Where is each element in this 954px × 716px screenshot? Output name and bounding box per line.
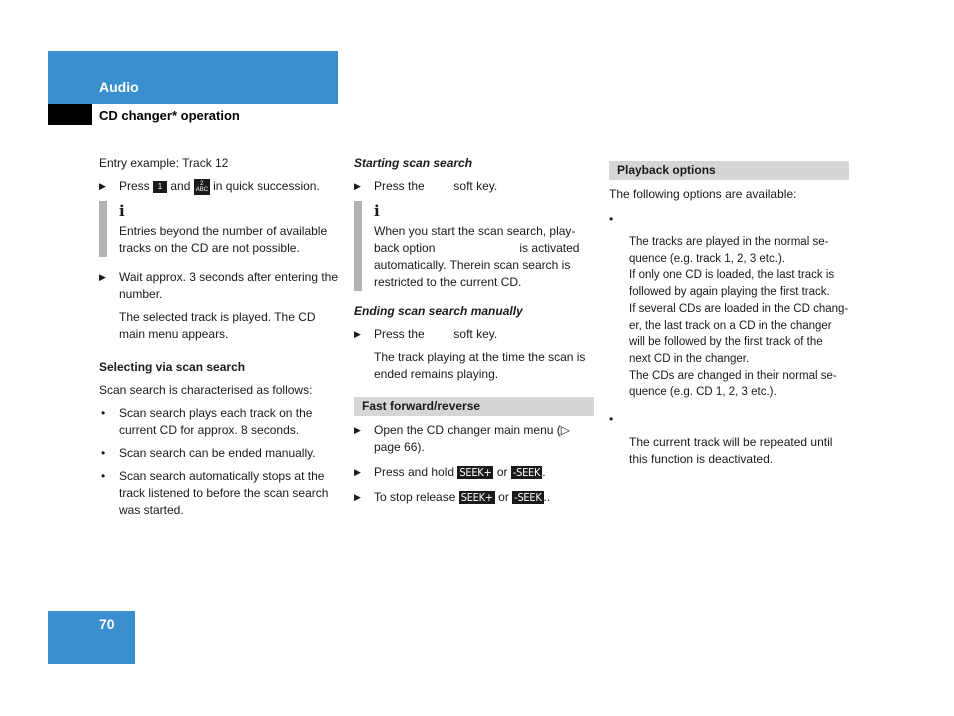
step-arrow-icon: ▶ bbox=[354, 329, 361, 339]
option-repeat-track: • bbox=[609, 412, 614, 427]
heading-start-scan: Starting scan search bbox=[354, 156, 473, 170]
step-arrow-icon: ▶ bbox=[99, 181, 106, 191]
option-description: The current track will be repeated until this function is deactivated. bbox=[629, 435, 833, 467]
step-end-scan: ▶ Press the soft key. bbox=[354, 327, 498, 341]
step-open-menu: ▶ Open the CD changer main menu (▷ page 66). bbox=[354, 423, 570, 454]
subsection-title: CD changer* operation bbox=[99, 108, 240, 123]
step-arrow-icon: ▶ bbox=[354, 181, 361, 191]
column-3 bbox=[609, 161, 849, 474]
note-text: When you start the scan search, play- back option is activated automatically. Therein scan search is restricted to the current CD. bbox=[374, 224, 580, 289]
step-press-hold-seek: ▶ Press and hold SEEK+ or -SEEK . bbox=[354, 465, 546, 480]
heading-end-scan: Ending scan search manually bbox=[354, 304, 523, 318]
note-text: Entries beyond the number of available tracks on the CD are not possible. bbox=[119, 224, 328, 255]
option-description: The tracks are played in the normal se- quence (e.g. track 1, 2, 3 etc.). If only one CD is loaded, the last track is followed by again playing the first track. If several CDs are loaded in the CD chang- er, the last track on a CD in the changer will be followed by the first track of the next CD in the changer. The CDs are changed in their normal se- quence (e.g. CD 1, 2, 3 etc.). bbox=[629, 236, 849, 399]
heading-playback-options: Playback options bbox=[609, 161, 849, 180]
page-number-box bbox=[48, 611, 135, 664]
step-arrow-icon: ▶ bbox=[99, 272, 106, 282]
heading-fast-forward: Fast forward/reverse bbox=[354, 397, 594, 416]
step-arrow-icon: ▶ bbox=[354, 492, 361, 502]
step-release-seek: ▶ To stop release SEEK+ or -SEEK .. bbox=[354, 490, 551, 505]
seek-back-key-icon: -SEEK bbox=[512, 466, 541, 480]
section-header-bar bbox=[48, 51, 338, 104]
options-intro: The following options are available: bbox=[609, 187, 797, 201]
note-bar bbox=[354, 201, 362, 291]
list-item: • Scan search plays each track on the current CD for approx. 8 seconds. bbox=[101, 406, 313, 437]
list-item: • Scan search automatically stops at the track listened to before the scan search was started. bbox=[101, 469, 329, 517]
page-number: 70 bbox=[99, 616, 115, 632]
info-icon: i bbox=[374, 202, 380, 220]
seek-forward-key-icon: SEEK+ bbox=[459, 466, 492, 480]
step-result: The track playing at the time the scan is ended remains playing. bbox=[374, 350, 586, 381]
seek-back-key-icon: -SEEK bbox=[514, 491, 542, 505]
seek-forward-key-icon: SEEK+ bbox=[460, 491, 493, 505]
step-arrow-icon: ▶ bbox=[354, 467, 361, 477]
key-1-icon: 1 bbox=[153, 181, 167, 193]
step-start-scan: ▶ Press the soft key. bbox=[354, 179, 498, 193]
option-normal-sequence: • bbox=[609, 212, 614, 226]
info-note bbox=[99, 201, 339, 257]
column-2 bbox=[354, 155, 594, 512]
section-marker bbox=[48, 104, 92, 125]
step-press-keys: ▶ Press 1 and 2 ABC in quick succession. bbox=[99, 179, 320, 193]
step-wait: ▶ Wait approx. 3 seconds after entering the number. bbox=[99, 270, 339, 301]
info-icon: i bbox=[119, 202, 125, 220]
info-note bbox=[354, 201, 594, 291]
key-2abc-icon: 2 ABC bbox=[195, 180, 209, 193]
step-result: The selected track is played. The CD main menu appears. bbox=[119, 310, 316, 341]
note-bar bbox=[99, 201, 107, 257]
column-1 bbox=[99, 155, 339, 525]
subheading-scan-search: Selecting via scan search bbox=[99, 360, 246, 374]
list-item: • Scan search can be ended manually. bbox=[101, 446, 316, 460]
scan-intro: Scan search is characterised as follows: bbox=[99, 383, 313, 397]
section-title: Audio bbox=[99, 79, 139, 95]
entry-example: Entry example: Track 12 bbox=[99, 156, 229, 170]
step-arrow-icon: ▶ bbox=[354, 425, 361, 435]
